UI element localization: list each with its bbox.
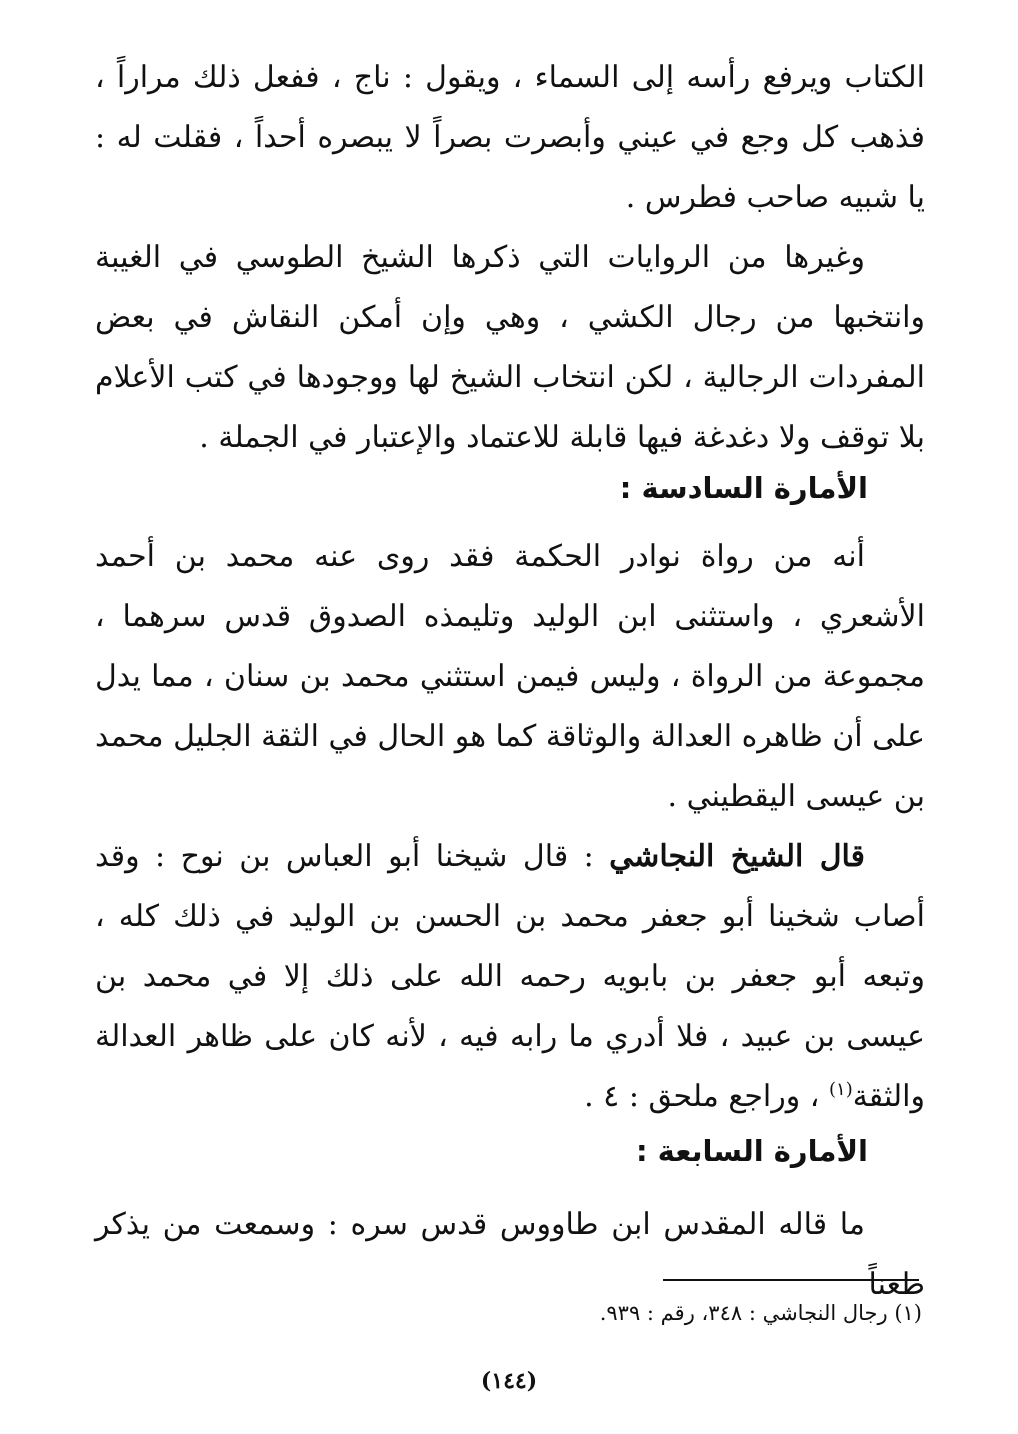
footnote-divider [663, 1279, 919, 1281]
page-number: (١٤٤) [480, 1368, 538, 1394]
text-block-middle [95, 527, 925, 1127]
paragraph-other-narrations: وغيرها من الروايات التي ذكرها الشيخ الطوسي في الغيبة وانتخبها من رجال الكشي ، وهي وإن أمكن النقاش في بعض المفردات الرجالية ، لكن انتخاب الشيخ لها ووجودها في كتب الأعلام بلا توقف ولا دغدغة فيها قابلة للاعتماد والإعتبار في الجملة . [95, 240, 925, 455]
heading-sixth-indication: الأمارة السادسة : [619, 471, 868, 505]
najashi-lead: قال الشيخ النجاشي [609, 839, 865, 874]
footnote-reference[interactable]: (١) [828, 1079, 853, 1100]
najashi-body: : قال شيخنا أبو العباس بن نوح : وقد أصاب شخينا أبو جعفر محمد بن الحسن بن الوليد في ذلك كله ، وتبعه أبو جعفر بن بابويه رحمه الله على ذلك إلا في محمد بن عيسى بن عبيد ، فلا أدري ما رابه فيه ، لأنه كان على ظاهر العدالة والثقة [95, 839, 925, 1114]
heading-seventh-indication: الأمارة السابعة : [635, 1134, 868, 1168]
paragraph-ibn-tawus: ما قاله المقدس ابن طاووس قدس سره : وسمعت من يذكر طعناً [95, 1207, 925, 1302]
paragraph-continuation: الكتاب ويرفع رأسه إلى السماء ، ويقول : ناج ، ففعل ذلك مراراً ، فذهب كل وجع في عيني وأبصرت بصراً لا يبصره أحداً ، فقلت له : يا شبيه صاحب فطرس . [95, 60, 925, 215]
text-block-top [95, 48, 925, 468]
footnote-text: (١) رجال النجاشي : ٣٤٨، رقم : ٩٣٩. [599, 1301, 922, 1325]
text-block-bottom [95, 1195, 925, 1315]
paragraph-najashi-quote [95, 827, 925, 1127]
najashi-tail: ، وراجع ملحق : ٤ . [584, 1079, 829, 1114]
paragraph-nawadir-narrators: أنه من رواة نوادر الحكمة فقد روى عنه محمد بن أحمد الأشعري ، واستثنى ابن الوليد وتليمذه الصدوق قدس سرهما ، مجموعة من الرواة ، وليس فيمن استثني محمد بن سنان ، مما يدل على أن ظاهره العدالة والوثاقة كما هو الحال في الثقة الجليل محمد بن عيسى اليقطيني . [95, 539, 925, 814]
